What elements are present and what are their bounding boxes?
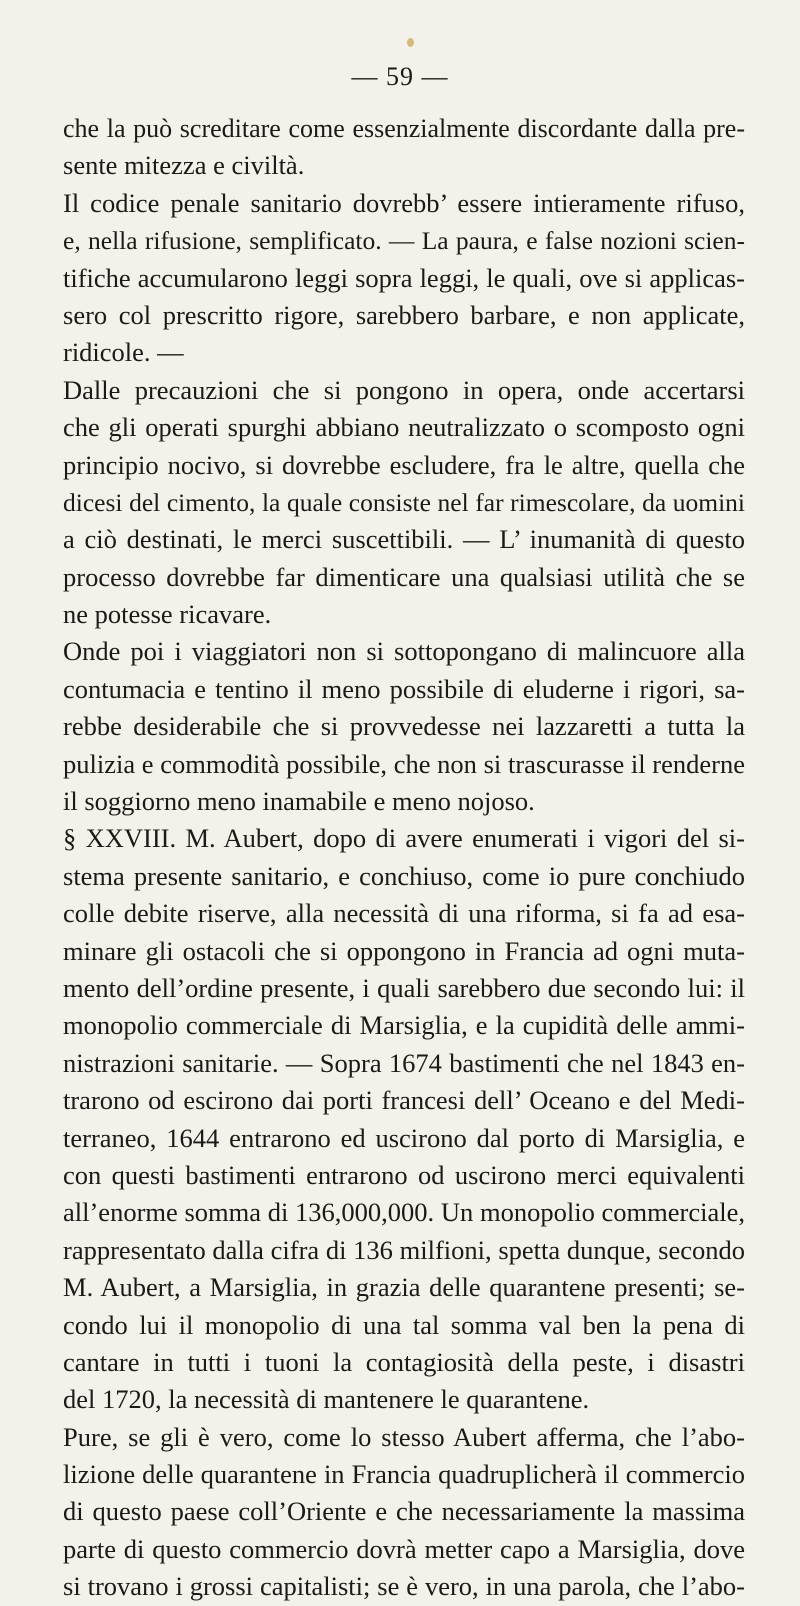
text-line: sente mitezza e civiltà. — [63, 150, 305, 181]
text-line: monopolio commerciale di Marsiglia, e la cupidità delle ammi- — [63, 1010, 745, 1041]
text-line: stema presente sanitario, e conchiuso, come io pure conchiudo — [63, 860, 745, 891]
text-line: all’enorme somma di 136,000,000. Un monopolio commerciale, — [63, 1197, 745, 1228]
text-line: trarono od escirono dai porti francesi dell’ Oceano e del Medi- — [63, 1085, 745, 1116]
text-line: dicesi del cimento, la quale consiste nel far rimescolare, da uomini — [63, 487, 745, 517]
text-line: a ciò destinati, le merci suscettibili. — L’ inumanità di questo — [63, 524, 745, 555]
text-line: il soggiorno meno inamabile e meno nojoso. — [63, 786, 535, 817]
text-line: che gli operati spurghi abbiano neutralizzato o scomposto ogni — [63, 412, 745, 443]
text-line: che la può screditare come essenzialmente discordante dalla pre- — [63, 114, 745, 143]
text-line: sero col prescritto rigore, sarebbero barbare, e non applicate, — [63, 299, 745, 330]
text-line: processo dovrebbe far dimenticare una qualsiasi utilità che se — [63, 561, 745, 592]
text-line: nistrazioni sanitarie. — Sopra 1674 bastimenti che nel 1843 en- — [63, 1047, 745, 1078]
text-line: tifiche accumularono leggi sopra leggi, le quali, ove si applicas- — [63, 262, 745, 293]
text-line: principio nocivo, si dovrebbe escludere, fra le altre, quella che — [63, 449, 745, 480]
text-line: § XXVIII. M. Aubert, dopo di avere enumerati i vigori del si- — [63, 823, 745, 854]
text-line: Onde poi i viaggiatori non si sottopongano di malincuore alla — [63, 636, 745, 667]
text-line: parte di questo commercio dovrà metter capo a Marsiglia, dove — [63, 1533, 745, 1564]
text-line: lizione delle quarantene in Francia quadruplicherà il commercio — [63, 1459, 745, 1490]
paper-stain — [407, 38, 414, 47]
text-line: di questo paese coll’Oriente e che necessariamente la massima — [63, 1496, 745, 1527]
text-line: con questi bastimenti entrarono od uscirono merci equivalenti — [63, 1159, 745, 1190]
text-line: contumacia e tentino il meno possibile di eluderne i rigori, sa- — [63, 673, 745, 704]
text-line: Pure, se gli è vero, come lo stesso Aubert afferma, che l’abo- — [63, 1421, 745, 1452]
text-line: e, nella rifusione, semplificato. — La paura, e false nozioni scien- — [63, 226, 745, 256]
text-line: colle debite riserve, alla necessità di una riforma, si fa ad esa- — [63, 898, 745, 929]
text-line: Il codice penale sanitario dovrebb’ essere intieramente rifuso, — [63, 187, 745, 218]
text-line: M. Aubert, a Marsiglia, in grazia delle quarantene presenti; se- — [63, 1272, 745, 1303]
text-line: terraneo, 1644 entrarono ed uscirono dal porto di Marsiglia, e — [63, 1122, 745, 1153]
text-line: ne potesse ricavare. — [63, 599, 272, 630]
page-number: — 59 — — [351, 62, 449, 91]
text-line: si trovano i grossi capitalisti; se è vero, in una parola, che l’abo- — [63, 1571, 745, 1602]
text-line: cantare in tutti i tuoni la contagiosità della peste, i disastri — [63, 1346, 745, 1377]
text-line: minare gli ostacoli che si oppongono in Francia ad ogni muta- — [63, 935, 745, 966]
text-line: mento dell’ordine presente, i quali sarebbero due secondo lui: il — [63, 972, 745, 1003]
text-line: ridicole. — — [63, 337, 184, 368]
text-line: del 1720, la necessità di mantenere le quarantene. — [63, 1384, 590, 1415]
text-line: condo lui il monopolio di una tal somma val ben la pena di — [63, 1309, 745, 1340]
body-text — [63, 110, 745, 1606]
text-line: Dalle precauzioni che si pongono in opera, onde accertarsi — [63, 374, 745, 405]
text-line: rebbe desiderabile che si provvedesse nei lazzaretti a tutta la — [63, 711, 745, 742]
text-line: rappresentato dalla cifra di 136 milfioni, spetta dunque, secondo — [63, 1234, 745, 1265]
text-line: pulizia e commodità possibile, che non si trascurasse il renderne — [63, 748, 745, 779]
